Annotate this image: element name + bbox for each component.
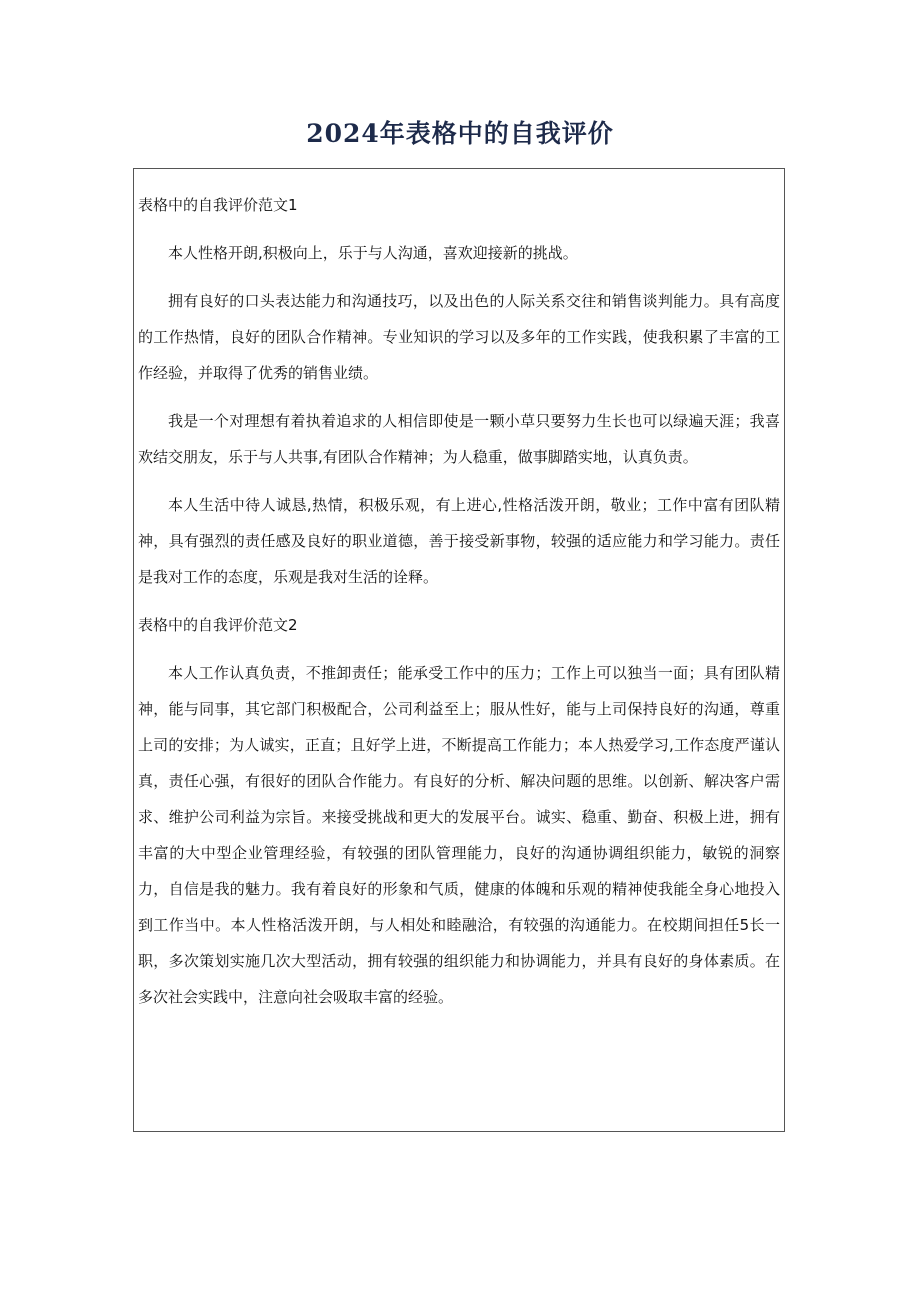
- section-heading-1: 表格中的自我评价范文1: [138, 196, 298, 214]
- document-title: 2024年表格中的自我评价: [306, 119, 614, 148]
- section-heading-2: 表格中的自我评价范文2: [138, 616, 298, 634]
- paragraph-4: 本人生活中待人诚恳,热情，积极乐观，有上进心,性格活泼开朗，敬业；工作中富有团队精神，具有强烈的责任感及良好的职业道德，善于接受新事物，较强的适应能力和学习能力。责任是我对工作的态度，乐观是我对生活的诠释。: [138, 496, 780, 586]
- paragraph-1: 本人性格开朗,积极向上，乐于与人沟通，喜欢迎接新的挑战。: [168, 244, 578, 262]
- paragraph-3: 我是一个对理想有着执着追求的人相信即使是一颗小草只要努力生长也可以绿遍天涯；我喜欢结交朋友，乐于与人共事,有团队合作精神；为人稳重，做事脚踏实地，认真负责。: [138, 412, 780, 466]
- self-evaluation-table: [133, 168, 785, 1132]
- table-content: [138, 187, 780, 1027]
- paragraph-2: 拥有良好的口头表达能力和沟通技巧，以及出色的人际关系交往和销售谈判能力。具有高度的工作热情，良好的团队合作精神。专业知识的学习以及多年的工作实践，使我积累了丰富的工作经验，并取得了优秀的销售业绩。: [138, 292, 780, 382]
- paragraph-5: 本人工作认真负责，不推卸责任；能承受工作中的压力；工作上可以独当一面；具有团队精神，能与同事，其它部门积极配合，公司利益至上；服从性好，能与上司保持良好的沟通，尊重上司的安排；为人诚实，正直；且好学上进，不断提高工作能力；本人热爱学习,工作态度严谨认真，责任心强，有很好的团队合作能力。有良好的分析、解决问题的思维。以创新、解决客户需求、维护公司利益为宗旨。来接受挑战和更大的发展平台。诚实、稳重、勤奋、积极上进，拥有丰富的大中型企业管理经验，有较强的团队管理能力，良好的沟通协调组织能力，敏锐的洞察力，自信是我的魅力。我有着良好的形象和气质，健康的体魄和乐观的精神使我能全身心地投入到工作当中。本人性格活泼开朗，与人相处和睦融洽，有较强的沟通能力。在校期间担任5长一职，多次策划实施几次大型活动，拥有较强的组织能力和协调能力，并具有良好的身体素质。在多次社会实践中，注意向社会吸取丰富的经验。: [138, 664, 780, 1006]
